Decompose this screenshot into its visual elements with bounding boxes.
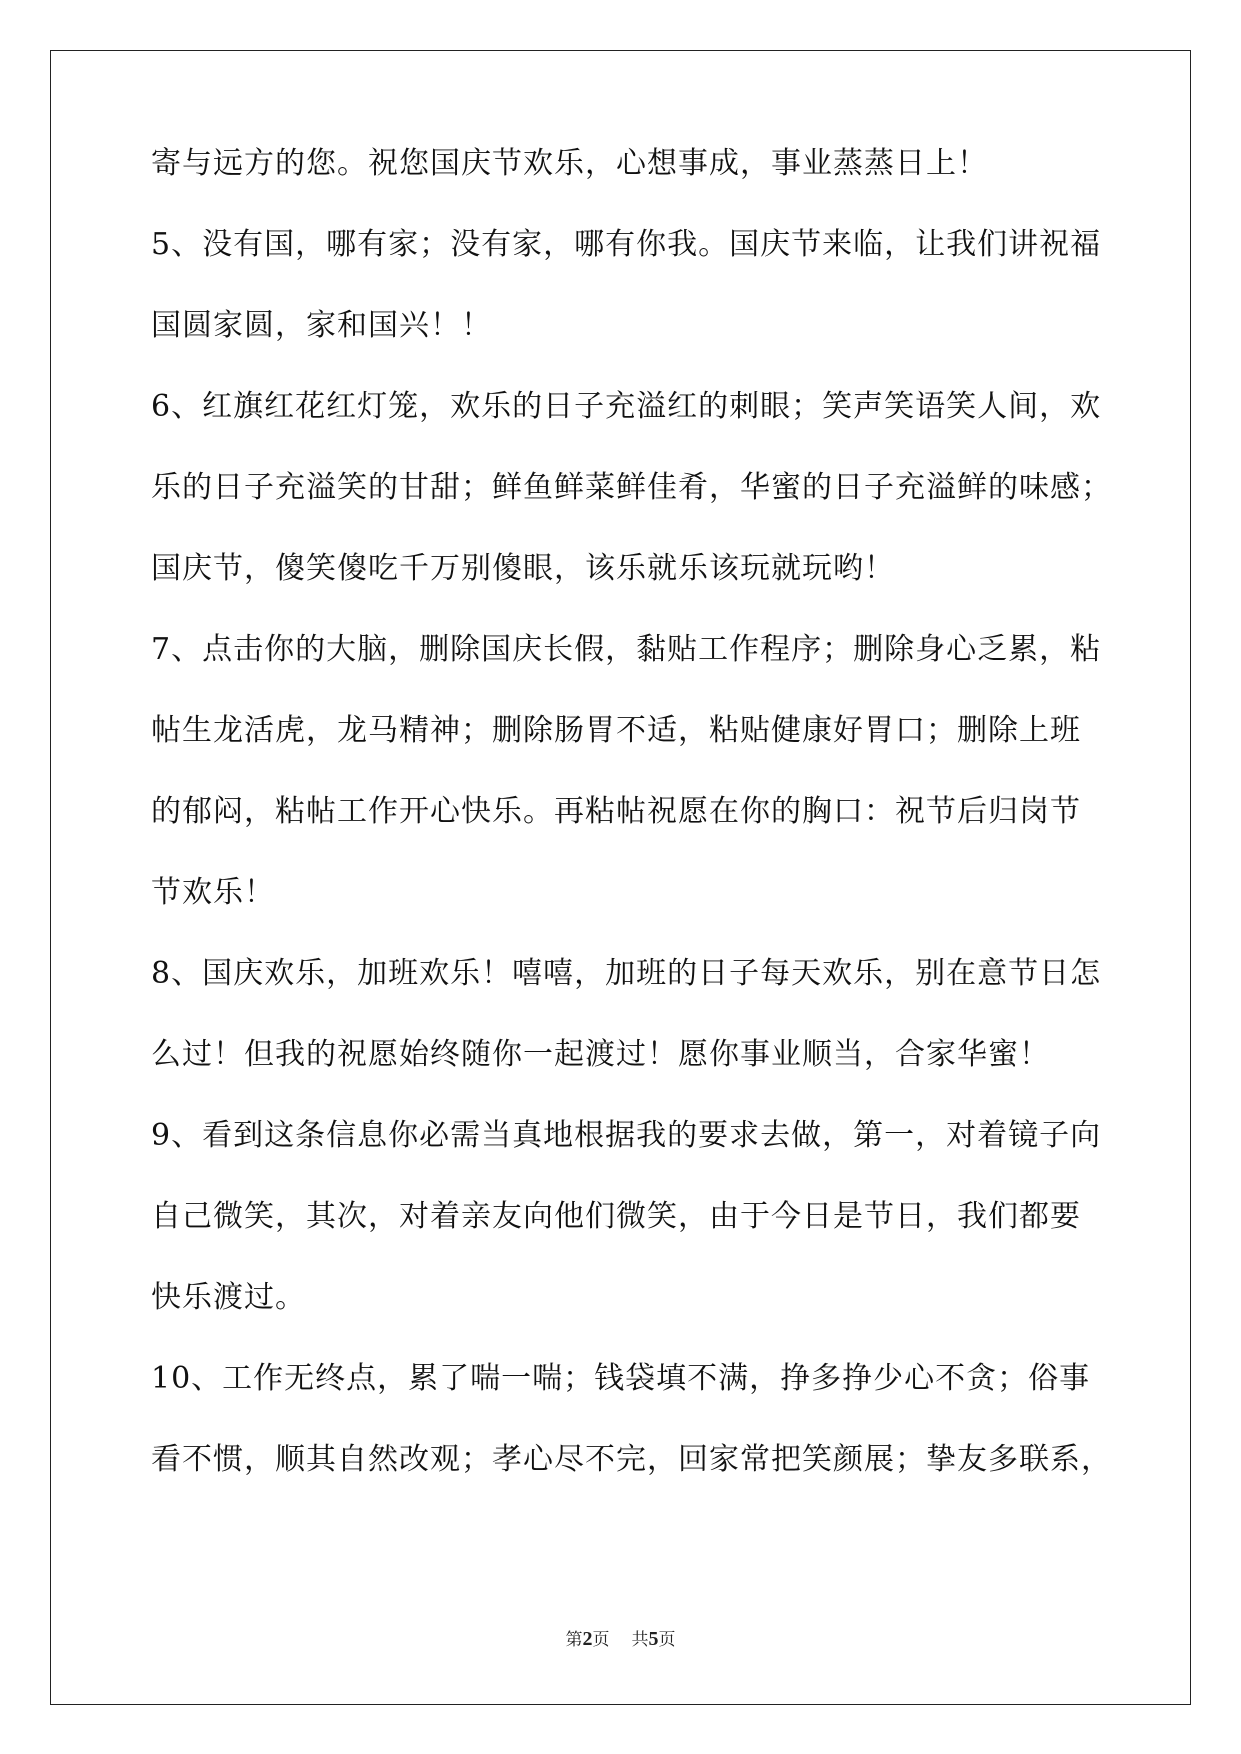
- page-total-number: 5: [648, 1628, 659, 1650]
- page-number-current: 2: [582, 1628, 593, 1650]
- page-footer: [0, 1625, 1241, 1651]
- text-line: 8、国庆欢乐，加班欢乐！嘻嘻，加班的日子每天欢乐，别在意节日怎: [151, 956, 1102, 991]
- text-line: 5、没有国，哪有家；没有家，哪有你我。国庆节来临，让我们讲祝福: [151, 227, 1102, 262]
- text-line: 乐的日子充溢笑的甘甜；鲜鱼鲜菜鲜佳肴，华蜜的日子充溢鲜的味感；: [151, 470, 1112, 505]
- text-line: 么过！但我的祝愿始终随你一起渡过！愿你事业顺当，合家华蜜！: [151, 1037, 1050, 1072]
- page-total-prefix: 共: [631, 1630, 649, 1650]
- text-line: 国庆节，傻笑傻吃千万别傻眼，该乐就乐该玩就玩哟！: [151, 551, 895, 586]
- page-number-suffix: 页: [592, 1630, 610, 1650]
- text-line: 的郁闷，粘帖工作开心快乐。再粘帖祝愿在你的胸口：祝节后归岗节: [151, 794, 1081, 829]
- text-line: 帖生龙活虎，龙马精神；删除肠胃不适，粘贴健康好胃口；删除上班: [151, 713, 1081, 748]
- page-total-suffix: 页: [658, 1630, 676, 1650]
- text-line: 自己微笑，其次，对着亲友向他们微笑，由于今日是节日，我们都要: [151, 1199, 1081, 1234]
- text-line: 国圆家圆，家和国兴！！: [151, 308, 492, 343]
- text-line: 快乐渡过。: [151, 1280, 306, 1315]
- text-line: 9、看到这条信息你必需当真地根据我的要求去做，第一，对着镜子向: [151, 1118, 1102, 1153]
- text-line: 10、工作无终点，累了喘一喘；钱袋填不满，挣多挣少心不贪；俗事: [151, 1361, 1091, 1396]
- text-line: 看不惯，顺其自然改观；孝心尽不完，回家常把笑颜展；挚友多联系，: [151, 1442, 1112, 1477]
- text-line: 6、红旗红花红灯笼，欢乐的日子充溢红的刺眼；笑声笑语笑人间，欢: [151, 389, 1102, 424]
- page-number-prefix: 第: [565, 1630, 583, 1650]
- text-line: 7、点击你的大脑，删除国庆长假，黏贴工作程序；删除身心乏累，粘: [151, 632, 1102, 667]
- text-line: 节欢乐！: [151, 875, 275, 910]
- document-body: [151, 146, 1116, 1540]
- text-line: 寄与远方的您。祝您国庆节欢乐，心想事成，事业蒸蒸日上！: [151, 146, 988, 181]
